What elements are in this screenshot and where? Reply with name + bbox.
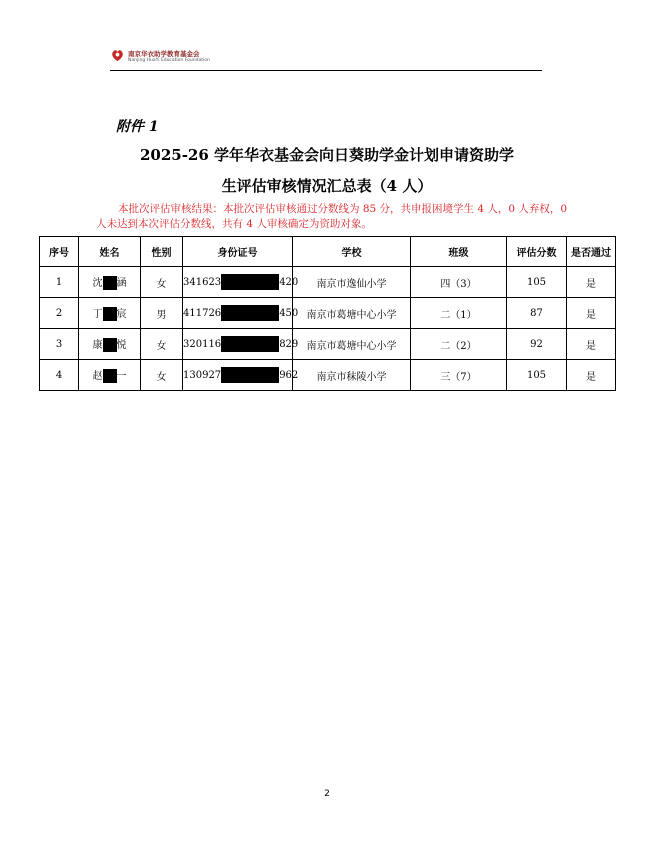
redaction-block: [221, 336, 279, 352]
page-number: 2: [324, 789, 330, 799]
name-last-char: 悦: [116, 339, 127, 351]
cell-number: 2: [40, 298, 79, 329]
cell-gender: 女: [141, 267, 183, 298]
id-suffix: 420: [279, 276, 299, 288]
header-score: 评估分数: [507, 237, 567, 267]
cell-number: 3: [40, 329, 79, 360]
cell-number: 4: [40, 360, 79, 391]
cell-id-number: [183, 329, 299, 360]
attachment-label: 附件 1: [116, 119, 159, 135]
name-last-char: 宸: [116, 308, 127, 320]
table-row: [40, 267, 616, 298]
cell-name: [79, 360, 141, 391]
id-prefix: 341623: [183, 276, 222, 288]
cell-id-number: [183, 267, 299, 298]
redaction-block: [221, 274, 279, 290]
page-header: [110, 44, 542, 71]
cell-gender: 女: [141, 329, 183, 360]
redaction-block: [221, 305, 279, 321]
cell-id-number: [183, 360, 299, 391]
name-first-char: 沈: [92, 277, 103, 289]
redaction-block: [103, 369, 117, 383]
table-header-row: [40, 237, 616, 267]
table-row: [40, 298, 616, 329]
cell-number: 1: [40, 267, 79, 298]
foundation-logo-icon: [110, 48, 125, 63]
cell-score: 87: [507, 298, 567, 329]
cell-class: 二（1）: [411, 298, 507, 329]
cell-name: [79, 298, 141, 329]
id-suffix: 450: [279, 307, 299, 319]
cell-gender: 男: [141, 298, 183, 329]
name-first-char: 丁: [92, 308, 103, 320]
cell-id-number: [183, 298, 299, 329]
student-review-table: [39, 236, 616, 391]
header-name: 姓名: [79, 237, 141, 267]
cell-score: 105: [507, 267, 567, 298]
cell-school: 南京市葛塘中心小学: [293, 298, 411, 329]
cell-passed: 是: [567, 298, 616, 329]
header-id-number: 身份证号: [183, 237, 293, 267]
header-gender: 性别: [141, 237, 183, 267]
cell-score: 105: [507, 360, 567, 391]
cell-school: 南京市秣陵小学: [293, 360, 411, 391]
cell-passed: 是: [567, 329, 616, 360]
header-number: 序号: [40, 237, 79, 267]
cell-passed: 是: [567, 267, 616, 298]
cell-name: [79, 329, 141, 360]
document-title-line-2: 生评估审核情况汇总表（4 人）: [221, 177, 433, 195]
header-school: 学校: [293, 237, 411, 267]
table-row: [40, 360, 616, 391]
id-prefix: 411726: [183, 307, 222, 319]
redaction-block: [103, 276, 117, 290]
foundation-name-cn: 南京华衣助学教育基金会: [128, 50, 200, 58]
name-last-char: 涵: [116, 277, 127, 289]
table-row: [40, 329, 616, 360]
redaction-block: [221, 367, 279, 383]
cell-class: 四（3）: [411, 267, 507, 298]
redaction-block: [103, 338, 117, 352]
cell-gender: 女: [141, 360, 183, 391]
cell-passed: 是: [567, 360, 616, 391]
redaction-block: [103, 307, 117, 321]
cell-name: [79, 267, 141, 298]
foundation-name-en: Nanjing HuaYi Education Foundation: [128, 58, 210, 63]
id-suffix: 829: [279, 338, 299, 350]
header-passed: 是否通过: [567, 237, 616, 267]
foundation-logo: [110, 48, 210, 66]
id-prefix: 130927: [183, 369, 222, 381]
name-first-char: 康: [92, 339, 103, 351]
document-title-line-1: 2025-26 学年华衣基金会向日葵助学金计划申请资助学: [139, 146, 515, 164]
cell-class: 三（7）: [411, 360, 507, 391]
name-first-char: 赵: [92, 370, 103, 382]
cell-class: 二（2）: [411, 329, 507, 360]
id-prefix: 320116: [183, 338, 222, 350]
header-class: 班级: [411, 237, 507, 267]
cell-score: 92: [507, 329, 567, 360]
cell-school: 南京市逸仙小学: [293, 267, 411, 298]
name-last-char: 一: [116, 370, 127, 382]
cell-school: 南京市葛塘中心小学: [293, 329, 411, 360]
review-result-note: 本批次评估审核结果：本批次评估审核通过分数线为 85 分，共申报困境学生 4 人，0 人弃权，0 人未达到本次评估分数线，共有 4 人审核确定为资助对象。: [96, 203, 568, 230]
id-suffix: 962: [279, 369, 299, 381]
